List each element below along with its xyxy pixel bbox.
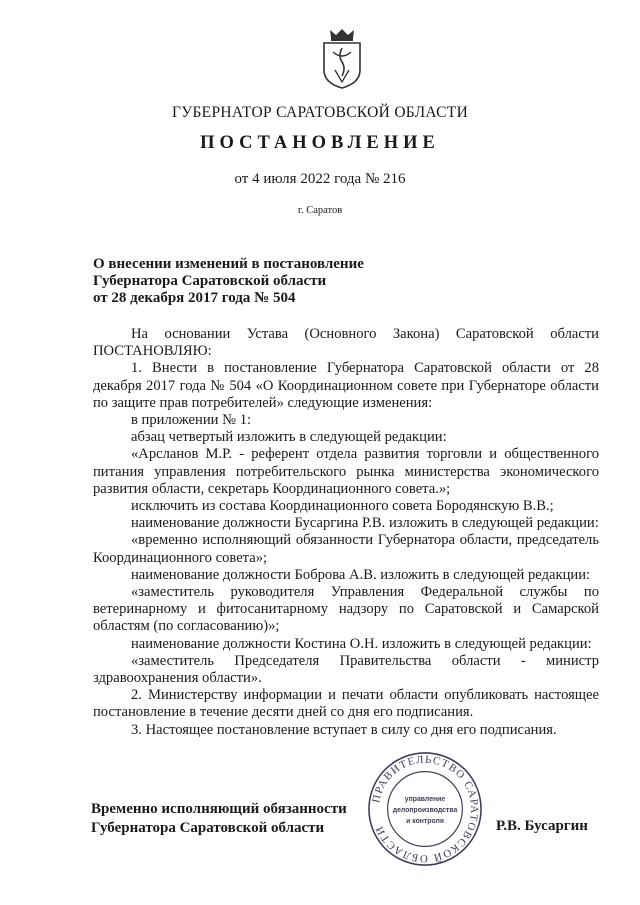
body-paragraph: наименование должности Боброва А.В. изложить в следующей редакции:	[131, 566, 591, 583]
signatory-position	[91, 800, 347, 838]
body-paragraph: исключить из состава Координационного совета Бородянскую В.В.;	[131, 498, 554, 515]
body-paragraph: наименование должности Бусаргина Р.В. изложить в следующей редакции:	[131, 515, 599, 532]
body-paragraph: наименование должности Костина О.Н. изложить в следующей редакции:	[131, 635, 592, 652]
document-body	[93, 326, 599, 739]
coat-of-arms-icon	[320, 26, 364, 90]
body-paragraph: «заместитель руководителя Управления Федеральной службы по ветеринарному и фитосанитарному надзору по Саратовской и Самарской областям (по согласованию)»;	[93, 584, 599, 635]
body-paragraph: 2. Министерству информации и печати области опубликовать настоящее постановление в течение десяти дней со дня его подписания.	[93, 687, 599, 721]
stamp-center-line: управление	[404, 796, 446, 804]
body-paragraph: в приложении № 1:	[131, 412, 252, 429]
body-paragraph: На основании Устава (Основного Закона) Саратовской области ПОСТАНОВЛЯЮ:	[93, 326, 599, 360]
subject-line: Губернатора Саратовской области	[93, 273, 327, 289]
subject-line: от 28 декабря 2017 года № 504	[93, 290, 296, 306]
official-stamp	[366, 750, 484, 868]
signatory-name: Р.В. Бусаргин	[496, 818, 588, 834]
body-paragraph: «временно исполняющий обязанности Губернатора области, председатель Координационного совета»;	[93, 532, 599, 566]
stamp-ring-text: ПРАВИТЕЛЬСТВО САРАТОВСКОЙ ОБЛАСТИ	[370, 753, 481, 865]
signatory-position-line: Губернатора Саратовской области	[91, 820, 325, 836]
stamp-center-line: делопроизводства	[392, 806, 458, 814]
body-paragraph: «заместитель Председателя Правительства области - министр здравоохранения области».	[93, 652, 599, 687]
body-paragraph: 1. Внести в постановление Губернатора Саратовской области от 28 декабря 2017 года № 504 «О Координационном совете при Губернаторе области по защите прав потребителей» следующие изменения:	[93, 360, 599, 411]
document-subject	[93, 256, 364, 307]
issuer-title: ГУБЕРНАТОР САРАТОВСКОЙ ОБЛАСТИ	[171, 104, 469, 121]
document-type: ПОСТАНОВЛЕНИЕ	[200, 133, 440, 153]
body-paragraph: абзац четвертый изложить в следующей редакции:	[131, 429, 447, 446]
subject-line: О внесении изменений в постановление	[93, 256, 364, 272]
body-paragraph: 3. Настоящее постановление вступает в силу со дня его подписания.	[131, 721, 557, 738]
document-date-number: от 4 июля 2022 года № 216	[234, 171, 406, 187]
document-city: г. Саратов	[297, 205, 343, 216]
signatory-position-line: Временно исполняющий обязанности	[91, 801, 347, 817]
stamp-center-line: и контроля	[406, 817, 444, 825]
body-paragraph: «Арсланов М.Р. - референт отдела развития торговли и общественного питания управления потребительского рынка министерства экономического развития области, секретарь Координационного совета.»;	[93, 446, 599, 497]
